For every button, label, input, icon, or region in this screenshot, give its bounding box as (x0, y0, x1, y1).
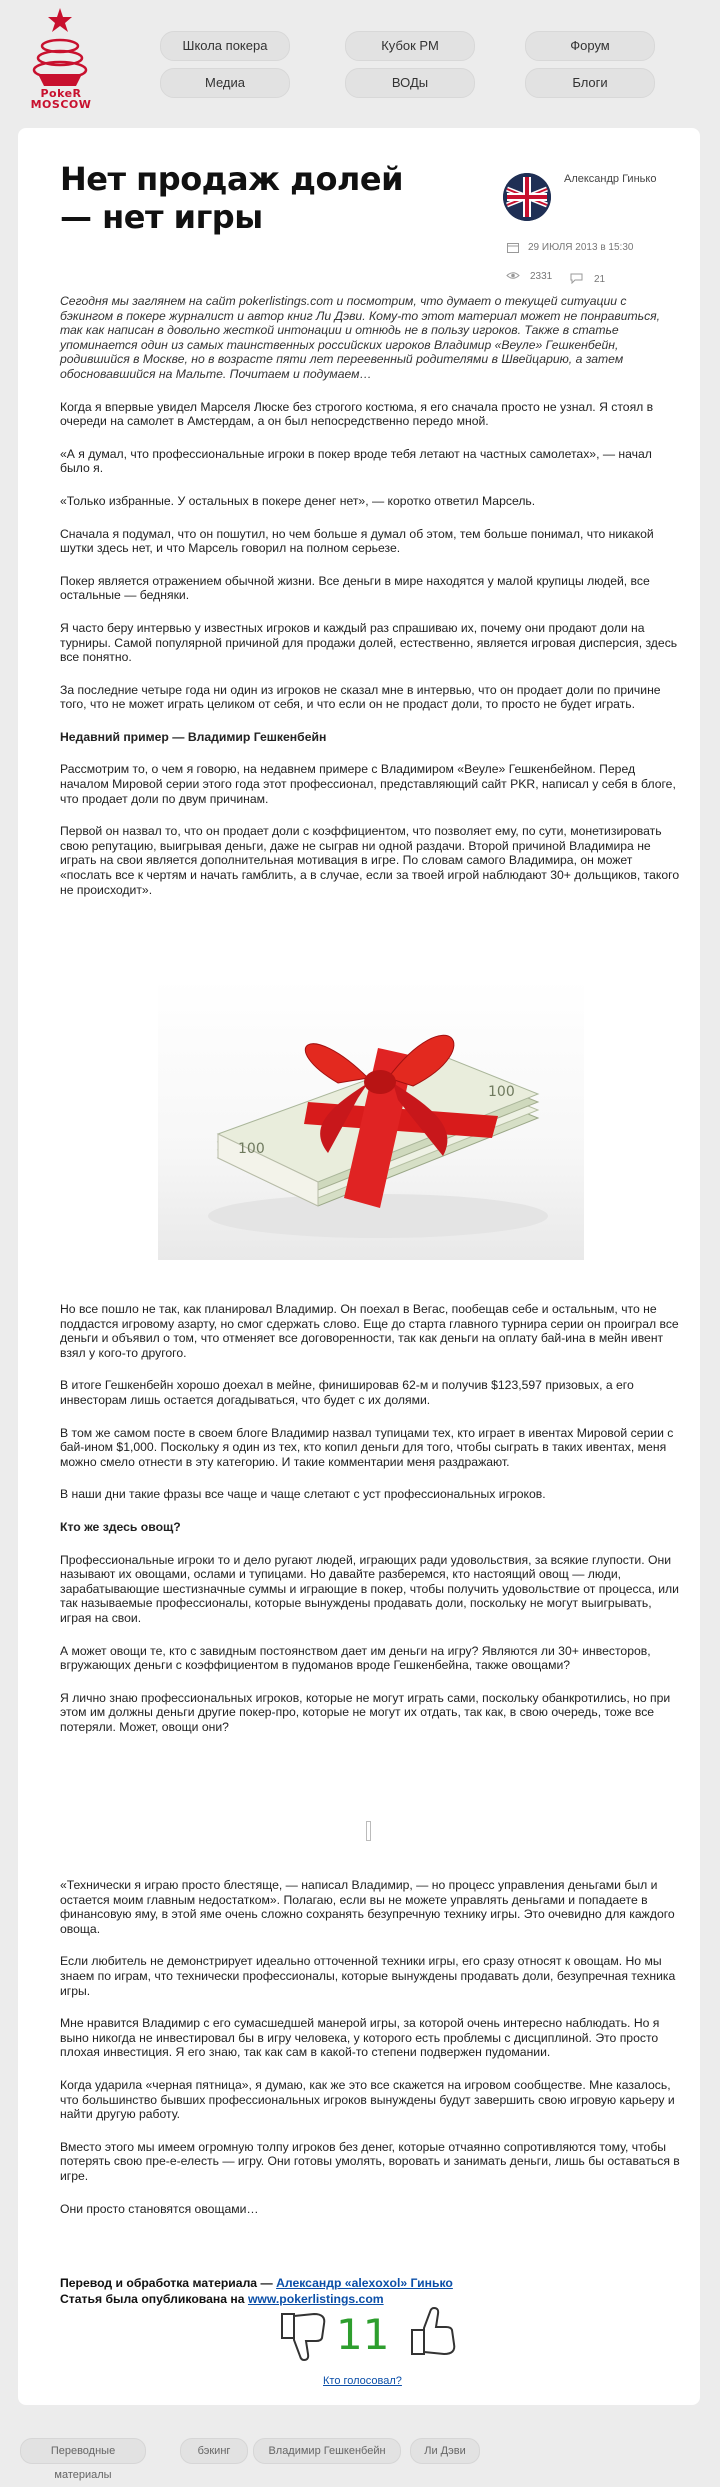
article-paragraph: «Технически я играю просто блестяще, — написал Владимир, — но процесс управления деньгами был и остается моим главным недостатком». Полагаю, если вы не можете управлять деньгами и попадаете в финансовую яму, в этой яме очень сложно сохранять безупречную технику игры. Это очевидно для каждого овоща. (60, 1878, 675, 1936)
page-title: Нет продаж долей — нет игры (60, 160, 403, 236)
article-paragraph: Когда ударила «черная пятница», я думаю, как же это все скажется на игровом сообществе. Мне казалось, что большинство бывших профессиональных игроков вынуждены будут завершить свою игровую карьеру и найти другую работу. (60, 2077, 675, 2122)
section-heading: Кто же здесь овощ? (60, 1519, 181, 1534)
article-paragraph: Если любитель не демонстрирует идеально отточенной техники игры, его сразу относят к овощам. Но мы знаем по играм, что технически профессионалы, которые вынуждены продавать доли, безупречная техника игры. (60, 1954, 676, 1998)
article-paragraph: Первой он назвал то, что он продает доли с коэффициентом, что позволяет ему, по сути, монетизировать свою репутацию, выигрывая деньги, даже не сыграв ни одной раздачи. Второй причиной Владимира не играть на свои является дополнительная мотивация в игре. По словам самого Владимира, он может «послать все к чертям и начать гамблить, а в случае, если за твоей игрой наблюдают 30+ дольщиков, такого не происходит». (60, 824, 680, 897)
credits-prefix2: Статья была опубликована на (60, 2292, 248, 2306)
nav-vod-button[interactable]: ВОДы (345, 68, 475, 98)
article-paragraph: Я лично знаю профессиональных игроков, которые не могут играть сами, поскольку обанкротились, но при этом им должны деньги другие покер-про, которые не могут их отдать, так как, в свою очередь, тоже все потеряли. Может, овощи они? (60, 1690, 671, 1734)
author-name[interactable]: Александр Гинько (564, 173, 657, 185)
tag-item[interactable]: бэкинг (180, 2438, 248, 2464)
logo-line2: MOSCOW (30, 98, 92, 111)
logo-text (26, 88, 96, 110)
svg-text:100: 100 (488, 1084, 515, 1100)
article-paragraph: Рассмотрим то, о чем я говорю, на недавнем примере с Владимиром «Веуле» Гешкенбейном. Перед началом Мировой серии этого года этот профессионал, представляющий сайт PKR, написал у себя в блоге, что продает доли по двум причинам. (60, 762, 676, 806)
article-paragraph: Но все пошло не так, как планировал Владимир. Он поехал в Вегас, пообещав себе и остальным, что не поддастся игровому азарту, но смог сдержать слово. Еще до старта главного турнира серии он проиграл все деньги и объявил о том, что отменяет все договоренности, так как деньги на оплату бай-ина в мейн ивент взял у кого-то другого. (60, 1302, 679, 1360)
svg-text:100: 100 (238, 1141, 265, 1157)
article-paragraph: Профессиональные игроки то и дело ругают людей, играющих ради удовольствия, за всякие глупости. Они называют их овощами, ослами и тупицами. Но давайте разберемся, кто настоящий овощ — люди, зарабатывающие шестизначные суммы и играющие в покер, чтобы получить удовольствие от процесса, или так называемые профессионалы, которые вынуждены продавать доли, поскольку не могут выигрывать, играя на свои. (60, 1552, 679, 1625)
article-body-mid (60, 1302, 680, 1752)
nav-media-button[interactable]: Медиа (160, 68, 290, 98)
article-paragraph: Вместо этого мы имеем огромную толпу игроков без денег, которые отчаянно сопротивляются тому, чтобы потерять свою пре-е-елесть — игру. Они готовы умолять, воровать и занимать деньги, лишь бы оставаться в игре. (60, 2139, 680, 2183)
article-body-bottom (60, 1878, 680, 2234)
article-paragraph: За последние четыре года ни один из игроков не сказал мне в интервью, что он продает доли по причине того, что не может играть целиком от себя, и что если он не продаст доли, то просто не будет играть. (60, 682, 661, 712)
credits-translation (60, 2275, 453, 2291)
avatar[interactable] (503, 173, 551, 221)
article-paragraph: Я часто беру интервью у известных игроков и каждый раз спрашиваю их, почему они продают доли на турниры. Самой популярной причиной для продажи долей, естественно, является игровая дисперсия, здесь все понятно. (60, 620, 678, 665)
nav-cup-button[interactable]: Кубок РМ (345, 31, 475, 61)
eye-icon (506, 271, 520, 280)
credits-source (60, 2291, 453, 2307)
nav-school-button[interactable]: Школа покера (160, 31, 290, 61)
logo-line1: PokeR (40, 87, 82, 100)
article-paragraph: «Только избранные. У остальных в покере денег нет», — коротко ответил Марсель. (60, 493, 536, 508)
credits-author-link[interactable]: Александр «alexoxol» Гинько (276, 2276, 453, 2290)
views-count: 2331 (530, 271, 553, 282)
tag-item[interactable]: Ли Дэви (410, 2438, 480, 2464)
post-date: 29 ИЮЛЯ 2013 в 15:30 (528, 242, 634, 253)
article-image (158, 978, 584, 1260)
tag-item[interactable]: Переводные материалы (20, 2438, 146, 2464)
calendar-icon (507, 242, 519, 253)
comments-count[interactable]: 21 (594, 274, 606, 285)
money-gift-image-icon (158, 978, 584, 1260)
article-paragraph: В наши дни такие фразы все чаще и чаще слетают с уст профессиональных игроков. (60, 1487, 546, 1502)
article-paragraph: «А я думал, что профессиональные игроки в покер вроде тебя летают на частных самолетах», — начал было я. (60, 446, 652, 476)
thumbs-down-icon[interactable] (276, 2308, 332, 2364)
intro-paragraph: Сегодня мы заглянем на сайт pokerlistings.com и посмотрим, что думает о текущей ситуации с бэкингом в покере журналист и автор книг Ли Дэви. Кому-то этот материал может не понравиться, так как написан в довольно жесткой интонации и отнюдь не в пользу игроков. Также в статье упоминается один из самых таинственных российских игроков Владимир «Веуле» Гешкенбейн, родившийся в Москве, но в возрасте пяти лет переевенный родителями в Швейцарию, а затем обосновавшийся на Мальте. Почитаем и подумаем… (60, 294, 661, 381)
nav-blogs-button[interactable]: Блоги (525, 68, 655, 98)
credits-site-link[interactable]: www.pokerlistings.com (247, 2292, 384, 2306)
article-paragraph: Сначала я подумал, что он пошутил, но чем больше я думал об этом, тем больше понимал, что никакой шутки здесь нет, и что Марсель говорил на полном серьезе. (60, 526, 654, 556)
article-paragraph: В итоге Гешкенбейн хорошо доехал в мейне, финишировав 62-м и получив $123,597 призовых, а его инвесторам лишь остается догадываться, что будет с их долями. (60, 1378, 634, 1407)
article-paragraph: Мне нравится Владимир с его сумасшедшей манерой игры, за которой очень интересно наблюдать. Но я выно никогда не инвестировал бы в игру человека, у которого есть проблемы с дисциплиной. Это просто плохая инвестиция. Я его знаю, так как сам в какой-то степени подвержен пудомании. (60, 2016, 660, 2060)
who-voted-link[interactable]: Кто голосовал? (323, 2375, 402, 2387)
thumbs-up-icon[interactable] (406, 2304, 462, 2360)
comments-icon (570, 273, 583, 284)
tag-item[interactable]: Владимир Гешкенбейн (253, 2438, 401, 2464)
credits-prefix1: Перевод и обработка материала — (60, 2276, 277, 2290)
flag-avatar-icon (503, 173, 551, 221)
article-body-top (60, 294, 680, 915)
article-paragraph: Они просто становятся овощами… (60, 2201, 259, 2216)
credits (60, 2275, 453, 2307)
article-paragraph: В том же самом посте в своем блоге Владимир назвал тупицами тех, кто играет в ивентах Мировой серии с бай-ином $1,000. Поскольку я один из тех, кто копил деньги для того, чтобы сыграть в таких ивентах, меня можно смело отнести в эту категорию. И такие комментарии меня раздражают. (60, 1425, 674, 1469)
article-paragraph: А может овощи те, кто с завидным постоянством дает им деньги на игру? Являются ли 30+ инвесторов, вгружающих деньги с коэффициентом в пудоманов вроде Гешкенбейна, также овощами? (60, 1643, 651, 1673)
article-paragraph: Покер является отражением обычной жизни. Все деньги в мире находятся у малой крупицы людей, все остальные — бедняки. (60, 573, 650, 603)
nav-forum-button[interactable]: Форум (525, 31, 655, 61)
section-heading: Недавний пример — Владимир Гешкенбейн (60, 729, 327, 744)
embed-placeholder (366, 1821, 371, 1841)
article-paragraph: Когда я впервые увидел Марселя Люске без строгого костюма, я его сначала просто не узнал. Я стоял в очереди на самолет в Амстердам, а он был непосредственно передо мной. (60, 399, 654, 429)
vote-count: 11 (336, 2310, 390, 2359)
